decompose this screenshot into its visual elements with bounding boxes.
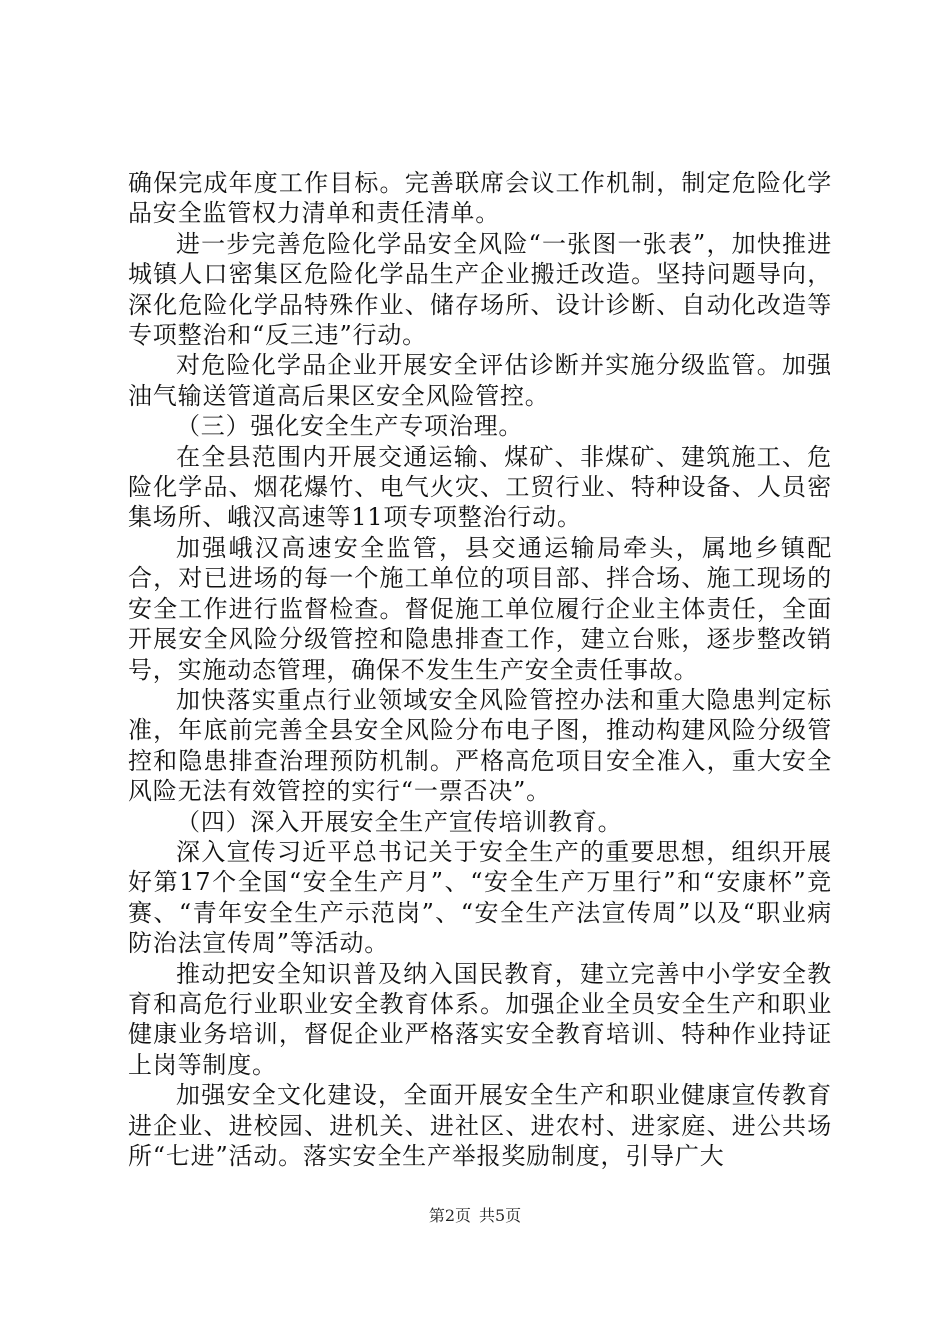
paragraph: 推动把安全知识普及纳入国民教育，建立完善中小学安全教育和高危行业职业安全教育体系。加强企业全员安全生产和职业健康业务培训，督促企业严格落实安全教育培训、特种作业持证上岗等制度。: [128, 959, 832, 1079]
paragraph: 加快落实重点行业领域安全风险管控办法和重大隐患判定标准，年底前完善全县安全风险分布电子图，推动构建风险分级管控和隐患排查治理预防机制。严格高危项目安全准入，重大安全风险无法有效管控的实行“一票否决”。: [128, 685, 832, 806]
paragraph: 对危险化学品企业开展安全评估诊断并实施分级监管。加强油气输送管道高后果区安全风险管控。: [128, 351, 832, 410]
page-footer: [0, 1206, 950, 1226]
page-number: 第2页: [428, 1206, 471, 1225]
paragraph: 深入宣传习近平总书记关于安全生产的重要思想，组织开展好第17个全国“安全生产月”、“安全生产万里行”和“安康杯”竞赛、“青年安全生产示范岗”、“安全生产法宣传周”以及“职业病防治法宣传周”等活动。: [128, 837, 832, 958]
paragraph: 加强峨汉高速安全监管，县交通运输局牵头，属地乡镇配合，对已进场的每一个施工单位的项目部、拌合场、施工现场的安全工作进行监督检查。督促施工单位履行企业主体责任，全面开展安全风险分级管控和隐患排查工作，建立台账，逐步整改销号，实施动态管理，确保不发生生产安全责任事故。: [128, 533, 832, 684]
paragraph: 在全县范围内开展交通运输、煤矿、非煤矿、建筑施工、危险化学品、烟花爆竹、电气火灾、工贸行业、特种设备、人员密集场所、峨汉高速等11项专项整治行动。: [128, 442, 832, 532]
paragraph: 进一步完善危险化学品安全风险“一张图一张表”，加快推进城镇人口密集区危险化学品生产企业搬迁改造。坚持问题导向，深化危险化学品特殊作业、储存场所、设计诊断、自动化改造等专项整治和“反三违”行动。: [128, 229, 832, 350]
page-total: 共5页: [479, 1206, 522, 1225]
paragraph-continuation: 确保完成年度工作目标。完善联席会议工作机制，制定危险化学品安全监管权力清单和责任清单。: [128, 169, 832, 228]
section-heading: （四）深入开展安全生产宣传培训教育。: [176, 807, 623, 836]
document-body: [128, 168, 832, 1171]
section-heading: （三）强化安全生产专项治理。: [176, 412, 524, 441]
paragraph: 加强安全文化建设，全面开展安全生产和职业健康宣传教育进企业、进校园、进机关、进社区、进农村、进家庭、进公共场所“七进”活动。落实安全生产举报奖励制度，引导广大: [128, 1081, 832, 1170]
